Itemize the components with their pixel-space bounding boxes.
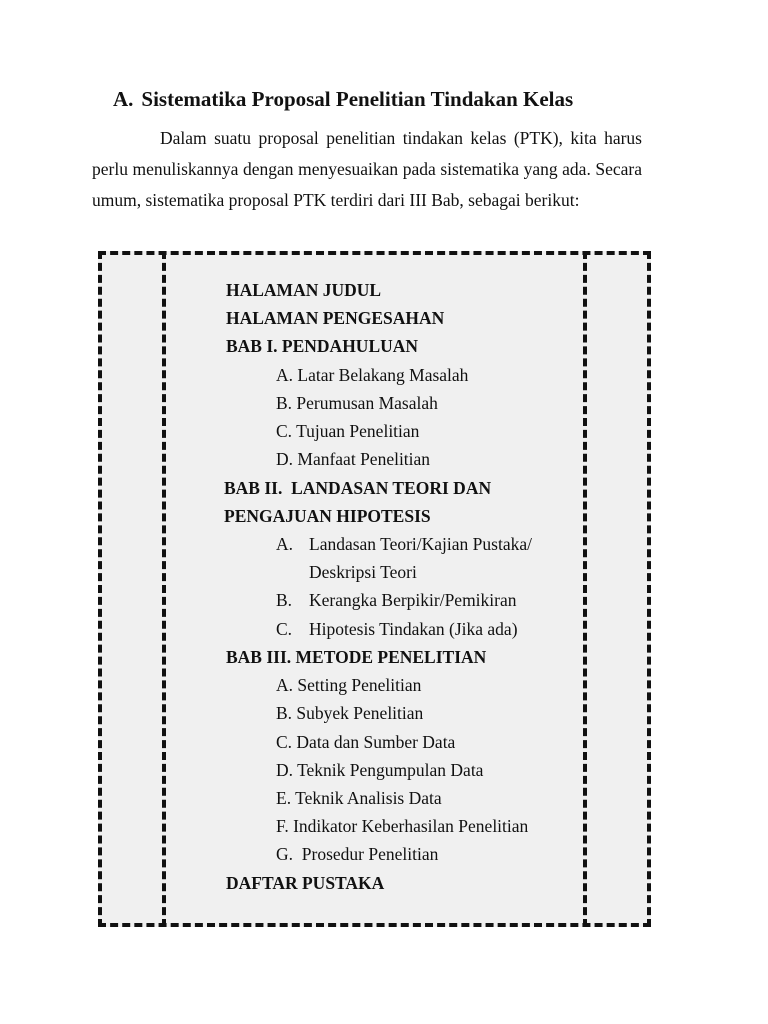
- toc-halaman-pengesahan: HALAMAN PENGESAHAN: [226, 308, 445, 328]
- toc-bab2-item-text: Landasan Teori/Kajian Pustaka/: [309, 534, 532, 554]
- toc-bab2-title-line2: PENGAJUAN HIPOTESIS: [224, 506, 431, 526]
- toc-bab2-item-text: Hipotesis Tindakan (Jika ada): [309, 619, 518, 639]
- toc-bab2-item-letter: C.: [276, 619, 293, 639]
- toc-bab3-item: B. Subyek Penelitian: [276, 703, 424, 723]
- toc-bab3-item: D. Teknik Pengumpulan Data: [276, 760, 484, 780]
- toc-bab3-title: BAB III. METODE PENELITIAN: [226, 647, 487, 667]
- toc-bab3-item: C. Data dan Sumber Data: [276, 732, 456, 752]
- toc-bab1-item: D. Manfaat Penelitian: [276, 449, 431, 469]
- toc-bab1-item: C. Tujuan Penelitian: [276, 421, 420, 441]
- toc-bab2-item-letter: A.: [276, 534, 294, 554]
- section-letter: A.: [113, 87, 134, 111]
- toc-bab2-item-text-cont: Deskripsi Teori: [309, 562, 417, 582]
- toc-bab3-item: F. Indikator Keberhasilan Penelitian: [276, 816, 529, 836]
- toc-halaman-judul: HALAMAN JUDUL: [226, 280, 382, 300]
- toc-bab2-title-line1: BAB II. LANDASAN TEORI DAN: [224, 478, 492, 498]
- toc-bab1-item: A. Latar Belakang Masalah: [276, 365, 469, 385]
- toc-bab2-item-letter: B.: [276, 590, 293, 610]
- intro-paragraph: Dalam suatu proposal penelitian tindakan kelas (PTK), kita harus perlu menuliskannya dengan menyesuaikan pada sistematika yang ada. Secara umum, sistematika proposal PTK terdiri dari III Bab, sebagai berikut:: [92, 128, 642, 210]
- toc-bab1-title: BAB I. PENDAHULUAN: [226, 336, 419, 356]
- toc-bab3-item: E. Teknik Analisis Data: [276, 788, 442, 808]
- toc-daftar-pustaka: DAFTAR PUSTAKA: [226, 873, 385, 893]
- toc-bab1-item: B. Perumusan Masalah: [276, 393, 438, 413]
- toc-bab3-item: G. Prosedur Penelitian: [276, 844, 439, 864]
- toc-bab3-item: A. Setting Penelitian: [276, 675, 422, 695]
- toc-bab2-item-text: Kerangka Berpikir/Pemikiran: [309, 590, 517, 610]
- section-title: Sistematika Proposal Penelitian Tindakan Kelas: [141, 87, 574, 111]
